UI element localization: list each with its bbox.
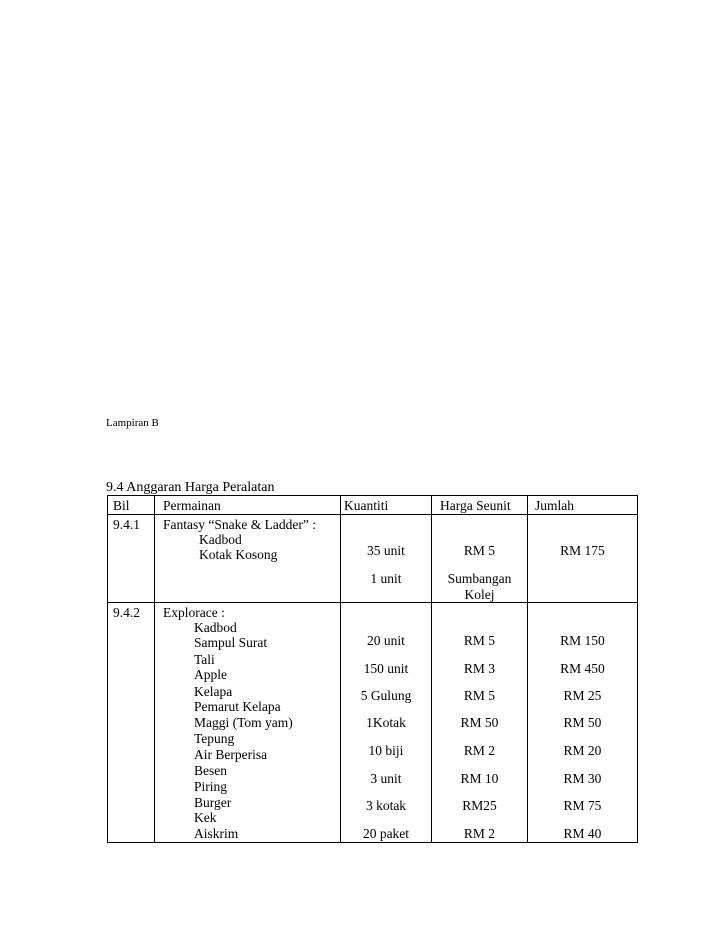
- group2-harga: RM 5: [463, 633, 496, 648]
- group2-item: Kek: [194, 810, 217, 825]
- group1-title: Fantasy “Snake & Ladder” :: [163, 517, 316, 532]
- group2-kuantiti: 10 biji: [368, 743, 404, 758]
- group2-harga: RM 2: [463, 826, 496, 841]
- group2-bil: 9.4.2: [113, 605, 140, 620]
- group2-item: Tali: [194, 652, 215, 667]
- group2-jumlah: RM 20: [563, 743, 602, 758]
- equipment-cost-table: [107, 495, 638, 843]
- group2-item: Burger: [194, 795, 232, 810]
- group1-kuantiti: 35 unit: [367, 543, 405, 558]
- group2-jumlah: RM 75: [563, 798, 602, 813]
- group2-jumlah: RM 40: [563, 826, 602, 841]
- header-bil: Bil: [113, 498, 130, 513]
- group2-item: Kelapa: [194, 684, 233, 699]
- group2-harga: RM 10: [460, 771, 499, 786]
- group1-harga: Sumbangan: [447, 571, 512, 586]
- group2-kuantiti: 5 Gulung: [360, 688, 412, 703]
- group1-jumlah: RM 175: [560, 543, 605, 558]
- group1-harga: Kolej: [464, 587, 495, 602]
- group2-harga: RM 5: [463, 688, 496, 703]
- group2-jumlah: RM 150: [560, 633, 605, 648]
- group-divider: [108, 602, 637, 603]
- group2-jumlah: RM 25: [563, 688, 602, 703]
- header-jumlah: Jumlah: [535, 498, 574, 513]
- group2-kuantiti: 20 paket: [362, 826, 410, 841]
- group2-harga: RM25: [462, 798, 497, 813]
- header-permainan: Permainan: [163, 498, 221, 513]
- group2-title: Explorace :: [163, 605, 225, 620]
- group2-harga: RM 2: [463, 743, 496, 758]
- group2-item: Apple: [194, 667, 227, 682]
- appendix-label: Lampiran B: [106, 417, 159, 429]
- group1-bil: 9.4.1: [113, 517, 140, 532]
- group2-harga: RM 3: [463, 661, 496, 676]
- group2-item: Besen: [194, 763, 227, 778]
- group1-item: Kotak Kosong: [199, 547, 278, 562]
- group2-kuantiti: 3 unit: [370, 771, 402, 786]
- group2-jumlah: RM 50: [563, 715, 602, 730]
- group1-kuantiti: 1 unit: [370, 571, 402, 586]
- group2-item: Sampul Surat: [194, 635, 268, 650]
- group2-item: Pemarut Kelapa: [194, 699, 281, 714]
- group2-item: Tepung: [194, 731, 235, 746]
- group1-harga: RM 5: [463, 543, 496, 558]
- group2-harga: RM 50: [460, 715, 499, 730]
- group2-kuantiti: 20 unit: [367, 633, 405, 648]
- group2-item: Air Berperisa: [194, 747, 268, 762]
- group2-item: Piring: [194, 779, 228, 794]
- header-divider: [108, 514, 637, 515]
- group2-jumlah: RM 450: [560, 661, 605, 676]
- group2-kuantiti: 1Kotak: [366, 715, 406, 730]
- group2-kuantiti: 3 kotak: [365, 798, 407, 813]
- section-title: 9.4 Anggaran Harga Peralatan: [106, 480, 275, 495]
- group2-jumlah: RM 30: [563, 771, 602, 786]
- header-harga-seunit: Harga Seunit: [440, 498, 511, 513]
- group2-kuantiti: 150 unit: [363, 661, 409, 676]
- group2-item: Aiskrim: [194, 826, 239, 841]
- group2-item: Kadbod: [194, 620, 237, 635]
- group2-item: Maggi (Tom yam): [194, 715, 293, 730]
- header-kuantiti: Kuantiti: [344, 498, 389, 513]
- group1-item: Kadbod: [199, 532, 242, 547]
- column-divider: [154, 496, 155, 842]
